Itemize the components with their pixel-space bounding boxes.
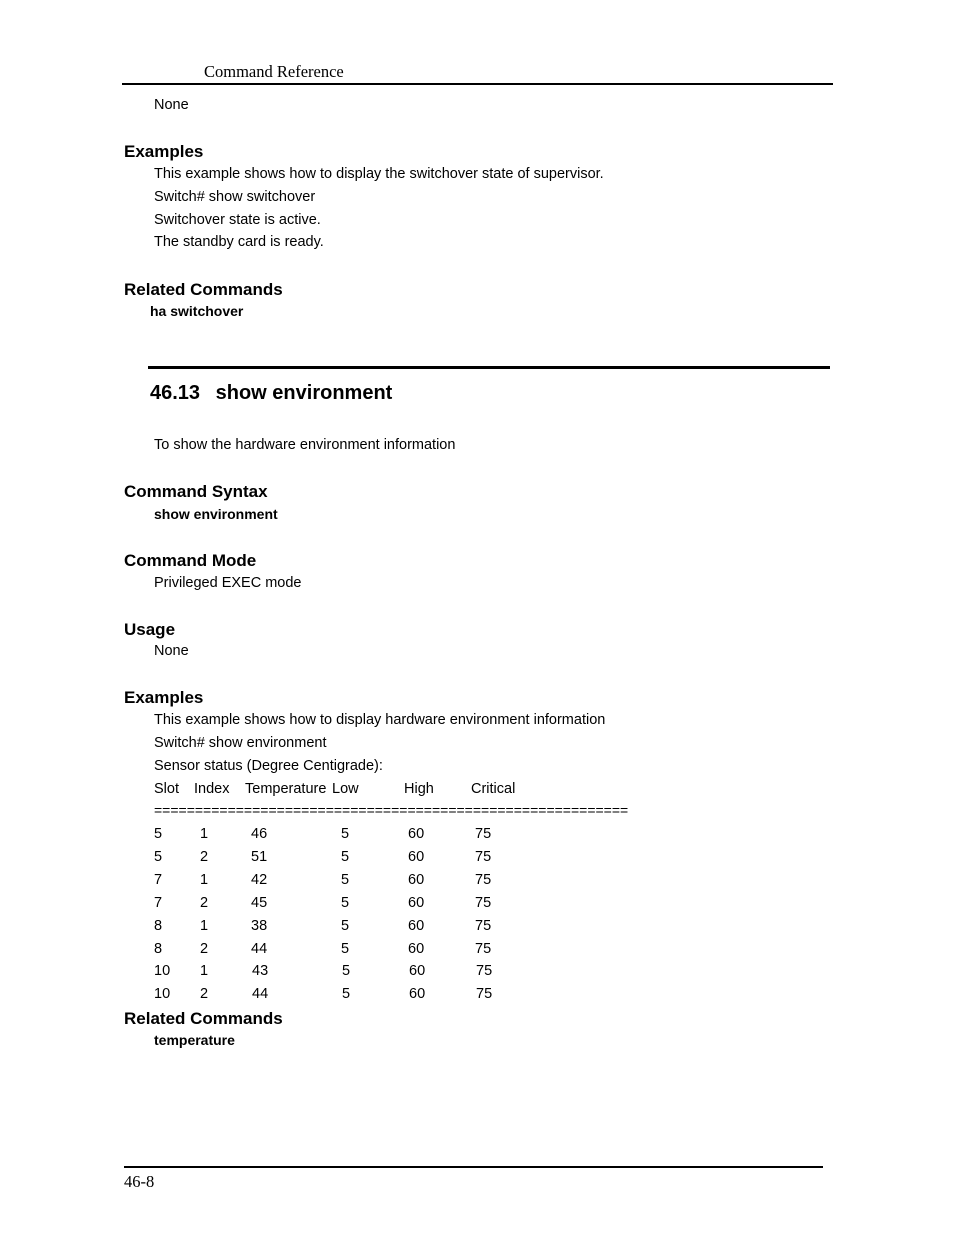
section-heading <box>150 382 392 405</box>
cell-temperature: 46 <box>251 826 268 842</box>
related-heading: Related Commands <box>124 1009 283 1028</box>
cell-slot: 10 <box>154 986 171 1002</box>
cell-slot: 5 <box>154 826 163 842</box>
cell-high: 60 <box>408 826 425 842</box>
col-temperature-header: Temperature <box>245 781 327 797</box>
usage-heading: Usage <box>124 620 176 639</box>
prev-example-line: This example shows how to display the switchover state of supervisor. <box>154 166 604 182</box>
cell-temperature: 45 <box>251 895 268 911</box>
cell-index: 1 <box>200 918 209 934</box>
usage-text: None <box>154 643 189 659</box>
cell-high: 60 <box>408 941 425 957</box>
prev-related-heading: Related Commands <box>124 280 283 299</box>
cell-critical: 75 <box>475 872 492 888</box>
cell-temperature: 42 <box>251 872 268 888</box>
cell-low: 5 <box>342 963 351 979</box>
examples-intro: This example shows how to display hardware environment information <box>154 712 606 728</box>
mode-heading: Command Mode <box>124 551 257 570</box>
prev-usage-text: None <box>154 97 189 113</box>
cell-critical: 75 <box>475 918 492 934</box>
section-description: To show the hardware environment information <box>154 437 456 453</box>
cell-low: 5 <box>341 849 350 865</box>
cell-critical: 75 <box>476 986 493 1002</box>
cell-low: 5 <box>341 895 350 911</box>
cell-slot: 7 <box>154 895 163 911</box>
examples-sensor-label: Sensor status (Degree Centigrade): <box>154 758 383 774</box>
section-rule <box>148 366 830 369</box>
syntax-command: show environment <box>154 506 278 522</box>
cell-high: 60 <box>408 918 425 934</box>
cell-high: 60 <box>408 872 425 888</box>
page-number: 46-8 <box>124 1172 155 1191</box>
section-number: 46.13 <box>150 382 201 404</box>
cell-low: 5 <box>341 826 350 842</box>
col-slot-header: Slot <box>154 781 179 797</box>
cell-temperature: 43 <box>252 963 269 979</box>
examples-prompt: Switch# show environment <box>154 735 327 751</box>
footer-rule <box>124 1166 823 1168</box>
cell-temperature: 44 <box>252 986 269 1002</box>
cell-slot: 7 <box>154 872 163 888</box>
prev-related-command: ha switchover <box>150 303 244 319</box>
cell-temperature: 44 <box>251 941 268 957</box>
cell-high: 60 <box>408 895 425 911</box>
running-header-title: Command Reference <box>204 62 344 81</box>
col-high-header: High <box>404 781 434 797</box>
cell-index: 1 <box>200 826 209 842</box>
cell-low: 5 <box>341 941 350 957</box>
cell-index: 2 <box>200 895 209 911</box>
cell-temperature: 38 <box>251 918 268 934</box>
prev-examples-heading: Examples <box>124 142 204 161</box>
cell-high: 60 <box>409 963 426 979</box>
cell-critical: 75 <box>475 895 492 911</box>
prev-example-line: The standby card is ready. <box>154 234 324 250</box>
section-title: show environment <box>215 382 393 404</box>
cell-low: 5 <box>341 918 350 934</box>
cell-critical: 75 <box>475 941 492 957</box>
cell-low: 5 <box>342 986 351 1002</box>
syntax-heading: Command Syntax <box>124 482 268 501</box>
table-separator: ========================================================== <box>154 802 629 818</box>
mode-text: Privileged EXEC mode <box>154 575 302 591</box>
cell-slot: 10 <box>154 963 171 979</box>
examples-heading: Examples <box>124 688 204 707</box>
cell-index: 2 <box>200 986 209 1002</box>
cell-index: 1 <box>200 963 209 979</box>
cell-index: 2 <box>200 941 209 957</box>
cell-slot: 5 <box>154 849 163 865</box>
cell-slot: 8 <box>154 941 163 957</box>
cell-index: 1 <box>200 872 209 888</box>
col-low-header: Low <box>332 781 359 797</box>
cell-critical: 75 <box>476 963 493 979</box>
cell-index: 2 <box>200 849 209 865</box>
cell-high: 60 <box>408 849 425 865</box>
cell-temperature: 51 <box>251 849 268 865</box>
cell-critical: 75 <box>475 826 492 842</box>
header-rule <box>122 83 833 85</box>
related-command: temperature <box>154 1032 235 1048</box>
col-critical-header: Critical <box>471 781 516 797</box>
cell-critical: 75 <box>475 849 492 865</box>
prev-example-line: Switchover state is active. <box>154 212 321 228</box>
cell-high: 60 <box>409 986 426 1002</box>
col-index-header: Index <box>194 781 230 797</box>
cell-low: 5 <box>341 872 350 888</box>
prev-example-line: Switch# show switchover <box>154 189 316 205</box>
cell-slot: 8 <box>154 918 163 934</box>
